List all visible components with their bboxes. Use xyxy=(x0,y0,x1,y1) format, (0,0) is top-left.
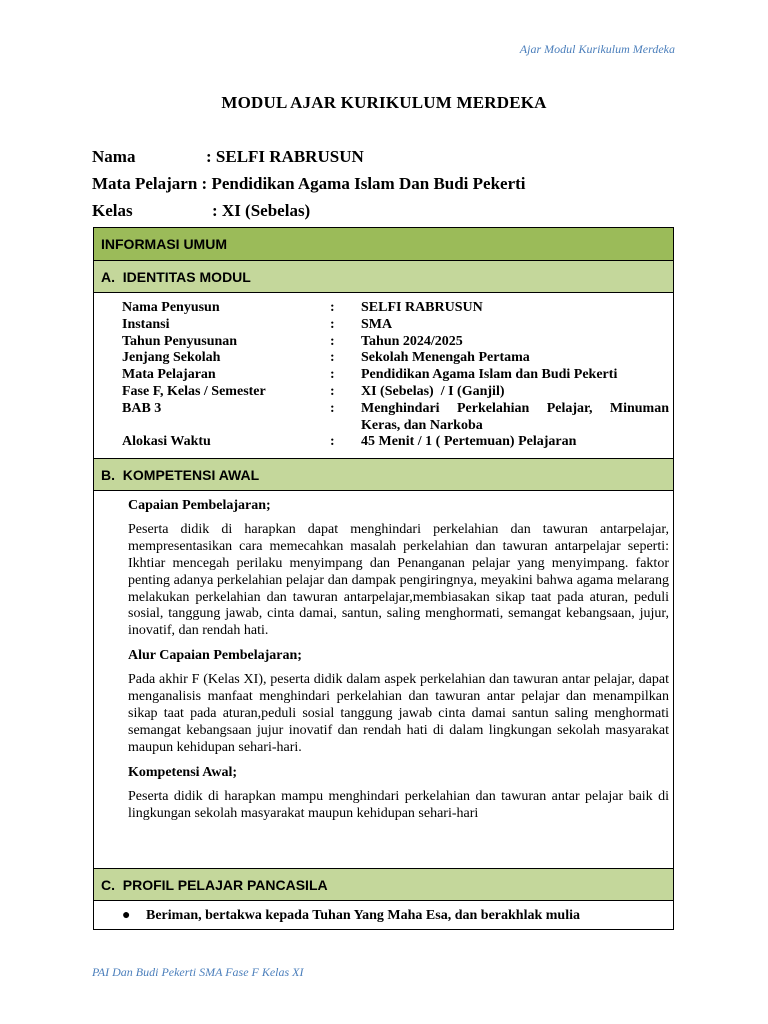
identitas-value: Pendidikan Agama Islam dan Budi Pekerti xyxy=(361,367,618,383)
identitas-label: Nama Penyusun xyxy=(122,300,220,315)
identitas-colon: : xyxy=(330,333,335,349)
identitas-colon: : xyxy=(330,316,335,332)
module-table xyxy=(93,227,674,930)
meta-nama-value: : SELFI RABRUSUN xyxy=(206,147,364,166)
section-identitas-modul: A. IDENTITAS MODUL xyxy=(94,261,673,293)
meta-kelas-value: : XI (Sebelas) xyxy=(212,201,311,220)
kompetensi-awal-heading: Kompetensi Awal; xyxy=(128,764,238,780)
profil-bullet-text: Beriman, bertakwa kepada Tuhan Yang Maha Esa, dan berakhlak mulia xyxy=(146,908,580,923)
document-title: MODUL AJAR KURIKULUM MERDEKA xyxy=(221,93,547,112)
identitas-value: SELFI RABRUSUN xyxy=(361,300,483,315)
identitas-label: BAB 3 xyxy=(122,400,162,416)
identitas-value: Menghindari Perkelahian Pelajar, Minuman Keras, dan Narkoba xyxy=(361,400,669,433)
identitas-value: 45 Menit / 1 ( Pertemuan) Pelajaran xyxy=(361,434,577,450)
alur-text: Pada akhir F (Kelas XI), peserta didik dalam aspek perkelahian dan tawuran antar pelajar, dapat menganalisis manfaat menghindari perkelahian dan tawuran antar pelajar dan menampilkan sikap taat pada aturan,peduli sosial tanggung jawab cinta damai santun saling menghormati semangat kebangsaan jujur inovatif dan rendah hati di dalam lingkungan sekolah masyarakat maupun kehidupan sehari-hari. xyxy=(128,672,669,755)
alur-heading: Alur Capaian Pembelajaran; xyxy=(128,648,302,664)
identitas-row xyxy=(122,401,669,435)
meta-mapel-value: : Pendidikan Agama Islam Dan Budi Pekerti xyxy=(197,174,526,193)
meta-mapel xyxy=(92,174,526,194)
identitas-value: Tahun 2024/2025 xyxy=(361,333,463,349)
identitas-colon: : xyxy=(330,300,335,315)
section-kompetensi-awal: B. KOMPETENSI AWAL xyxy=(94,458,673,491)
identitas-value: Sekolah Menengah Pertama xyxy=(361,350,530,366)
identitas-label: Mata Pelajaran xyxy=(122,367,216,383)
identitas-row xyxy=(122,384,669,401)
running-header: Ajar Modul Kurikulum Merdeka xyxy=(519,42,675,56)
section-informasi-umum: INFORMASI UMUM xyxy=(94,228,673,261)
identitas-row xyxy=(122,300,669,317)
identitas-label: Instansi xyxy=(122,316,170,332)
kompetensi-awal-text: Peserta didik di harapkan mampu menghindari perkelahian dan tawuran antar pelajar baik di lingkungan sekolah masyarakat maupun kehidupan sehari-hari xyxy=(128,788,669,821)
identitas-colon: : xyxy=(330,367,335,383)
capaian-text: Peserta didik di harapkan dapat menghindari perkelahian dan tawuran antarpelajar, mempresentasikan cara memecahkan masalah perkelahian dan tawuran antarpelajar seperti: Ikhtiar mencegah perilaku menyimpang dan Penanganan pelajar yang menyimpang. faktor penting adanya perkelahian pelajar dan dampak pengiringnya, meyakini bahwa agama melarang melakukan perkelahian dan tawuran antarpelajar,membiasakan sikap taat pada aturan, peduli sosial, tanggung jawab, cinta damai, santun, saling menghormati, semangat kebangsaan, jujur, inovatif, dan rendah hati. xyxy=(128,521,669,639)
identitas-row xyxy=(122,350,669,367)
identitas-table xyxy=(122,300,669,451)
identitas-row xyxy=(122,367,669,384)
meta-kelas xyxy=(92,201,310,221)
identitas-colon: : xyxy=(330,383,335,399)
running-footer: PAI Dan Budi Pekerti SMA Fase F Kelas XI xyxy=(92,965,304,979)
identitas-label: Jenjang Sekolah xyxy=(122,350,221,366)
identitas-row xyxy=(122,317,669,334)
meta-nama-key: Nama xyxy=(92,147,136,166)
identitas-label: Fase F, Kelas / Semester xyxy=(122,383,266,399)
identitas-value: SMA xyxy=(361,316,393,332)
section-profil-pelajar: C. PROFIL PELAJAR PANCASILA xyxy=(94,868,673,901)
identitas-label: Tahun Penyusunan xyxy=(122,333,238,349)
meta-nama xyxy=(92,147,364,167)
bullet-icon: ● xyxy=(122,908,131,923)
identitas-row xyxy=(122,434,669,451)
identitas-row xyxy=(122,334,669,351)
identitas-colon: : xyxy=(330,400,335,416)
meta-kelas-key: Kelas xyxy=(92,201,133,220)
identitas-value: XI (Sebelas) / I (Ganjil) xyxy=(361,383,505,399)
identitas-label: Alokasi Waktu xyxy=(122,434,211,450)
identitas-colon: : xyxy=(330,350,335,366)
profil-bullet-item xyxy=(122,908,580,924)
kompetensi-content xyxy=(128,498,669,830)
meta-mapel-key: Mata Pelajarn xyxy=(92,174,198,193)
identitas-colon: : xyxy=(330,434,335,450)
capaian-heading: Capaian Pembelajaran; xyxy=(128,498,271,513)
